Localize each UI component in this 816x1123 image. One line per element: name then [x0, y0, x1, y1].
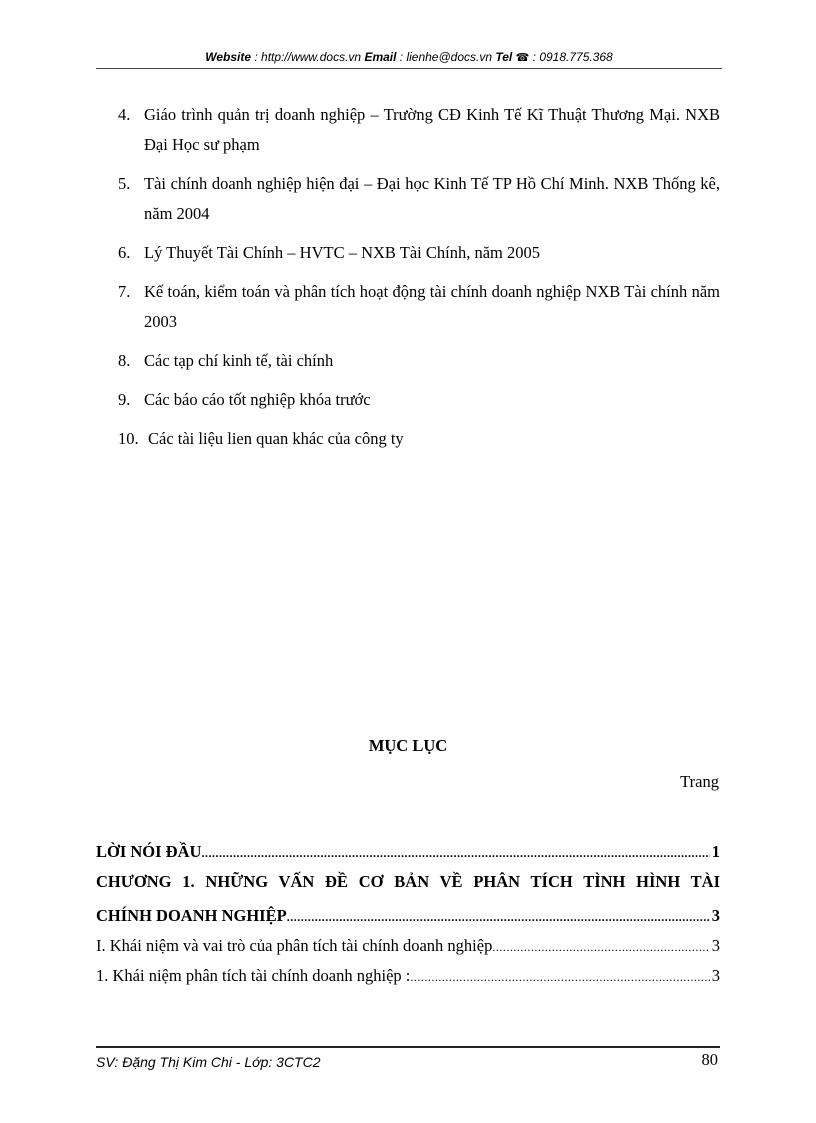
reference-item: [118, 346, 720, 376]
reference-text: Các báo cáo tốt nghiệp khóa trước: [144, 390, 371, 409]
reference-text: Kế toán, kiểm toán và phân tích hoạt động tài chính doanh nghiệp NXB Tài chính năm 2003: [144, 282, 720, 331]
reference-text: Các tài liệu lien quan khác của công ty: [148, 429, 404, 448]
tel-label: Tel: [495, 50, 513, 64]
website-value: : http://www.docs.vn: [251, 50, 365, 64]
reference-item: [118, 277, 720, 337]
reference-number: 6.: [118, 243, 131, 262]
reference-text: Lý Thuyết Tài Chính – HVTC – NXB Tài Chính, năm 2005: [144, 243, 540, 262]
toc-entry[interactable]: [96, 936, 720, 966]
toc-title: MỤC LỤC: [368, 736, 448, 755]
footer-student: SV: Đặng Thị Kim Chi - Lớp: 3CTC2: [96, 1054, 321, 1070]
toc-chapter-heading[interactable]: CHƯƠNG 1. NHỮNG VẤN ĐỀ CƠ BẢN VỀ PHÂN TÍCH TÌNH HÌNH TÀI: [96, 872, 720, 891]
page-footer: [96, 1046, 720, 1072]
reference-number: 9.: [118, 390, 131, 409]
toc-leader-dots: [201, 846, 709, 861]
reference-item: [118, 169, 720, 229]
toc-entry[interactable]: [96, 906, 720, 936]
toc-entry-text: I. Khái niệm và vai trò của phân tích tài chính doanh nghiệp: [96, 936, 493, 955]
toc-entry-page: 3: [711, 936, 720, 955]
reference-text: Tài chính doanh nghiệp hiện đại – Đại học Kinh Tế TP Hồ Chí Minh. NXB Thống kê, năm 2004: [144, 174, 720, 223]
reference-number: 5.: [118, 174, 131, 193]
toc-leader-dots: [492, 940, 709, 955]
reference-item: [118, 238, 720, 268]
toc-page-label: Trang: [680, 772, 719, 791]
reference-item: [118, 100, 720, 160]
reference-number: 7.: [118, 282, 131, 301]
email-label: Email: [364, 50, 397, 64]
toc-entry[interactable]: [96, 842, 720, 872]
toc-entry-page: 3: [711, 966, 720, 985]
website-label: Website: [205, 50, 252, 64]
toc-leader-dots: [287, 910, 710, 925]
toc-entry-page: 1: [711, 842, 720, 861]
toc-leader-dots: [410, 970, 709, 985]
toc-entry[interactable]: [96, 966, 720, 996]
reference-number: 10.: [118, 429, 139, 448]
toc-entry-page: 3: [711, 906, 720, 925]
reference-list: [118, 100, 720, 463]
reference-number: 4.: [118, 105, 131, 124]
reference-item: [118, 385, 720, 415]
reference-text: Giáo trình quản trị doanh nghiệp – Trường CĐ Kinh Tế Kĩ Thuật Thương Mại. NXB Đại Học sư phạm: [144, 105, 720, 154]
toc-entry-text: LỜI NÓI ĐẦU: [96, 842, 202, 861]
email-value: : lienhe@docs.vn: [396, 50, 496, 64]
reference-item: [118, 424, 720, 454]
tel-value: : 0918.775.368: [529, 50, 613, 64]
phone-icon: ☎: [515, 52, 530, 64]
page-number: 80: [701, 1050, 718, 1069]
reference-text: Các tạp chí kinh tế, tài chính: [144, 351, 334, 370]
table-of-contents: [96, 842, 720, 996]
reference-number: 8.: [118, 351, 131, 370]
toc-entry-text: CHÍNH DOANH NGHIỆP: [96, 906, 287, 925]
page-header: [96, 50, 722, 69]
toc-entry-text: 1. Khái niệm phân tích tài chính doanh nghiệp :: [96, 966, 411, 985]
